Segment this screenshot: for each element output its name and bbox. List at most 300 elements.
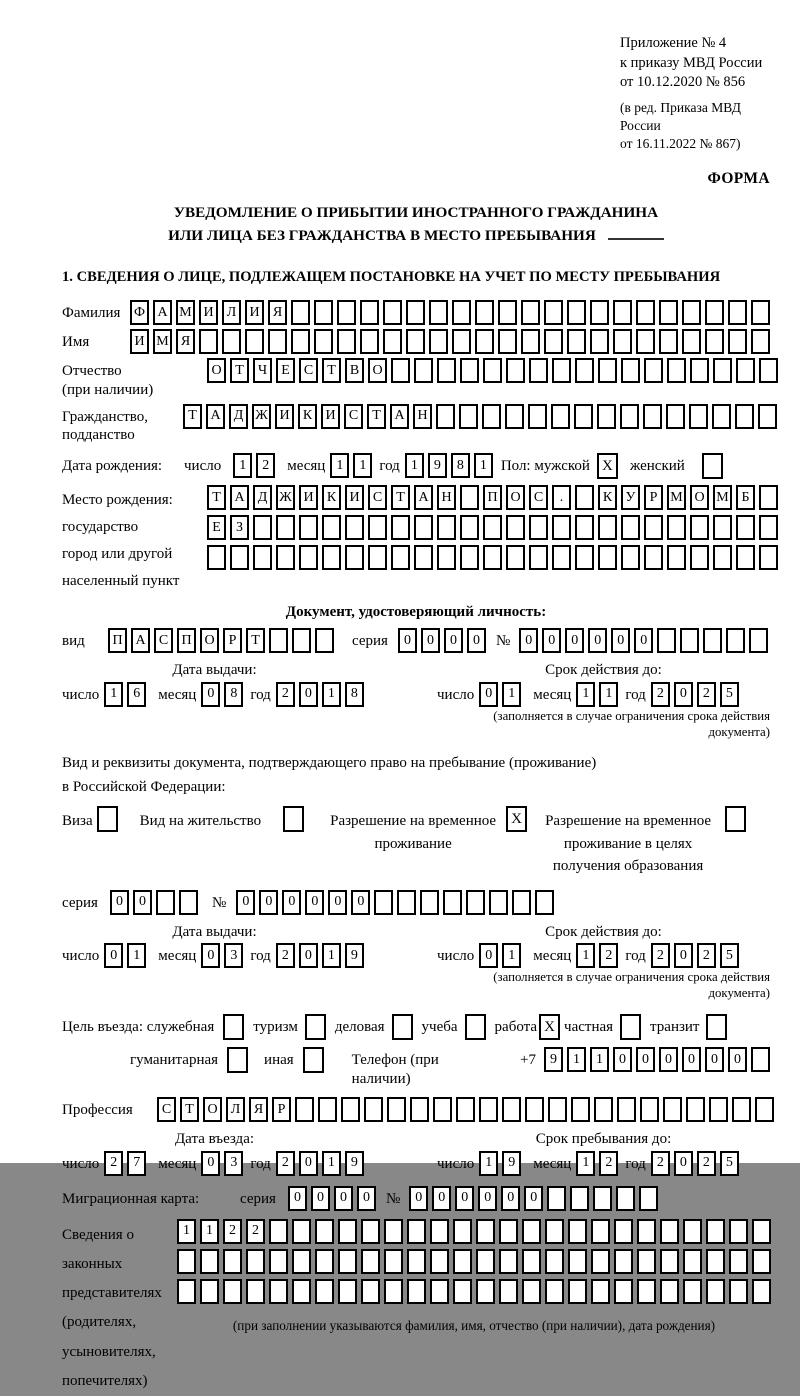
char-box[interactable]: И xyxy=(321,404,340,429)
char-box[interactable]: Т xyxy=(180,1097,199,1122)
char-box[interactable]: 5 xyxy=(720,943,739,968)
char-box[interactable]: 0 xyxy=(455,1186,474,1211)
char-box[interactable] xyxy=(253,545,272,570)
char-box[interactable] xyxy=(591,1249,610,1274)
char-box[interactable]: Ж xyxy=(276,485,295,510)
purpose-tourism-checkbox[interactable] xyxy=(305,1014,326,1040)
char-box[interactable] xyxy=(614,1279,633,1304)
char-box[interactable] xyxy=(567,329,586,354)
char-box[interactable] xyxy=(414,515,433,540)
char-box[interactable] xyxy=(712,404,731,429)
char-box[interactable] xyxy=(759,485,778,510)
char-box[interactable]: 0 xyxy=(479,682,498,707)
char-box[interactable] xyxy=(345,515,364,540)
char-box[interactable] xyxy=(479,1097,498,1122)
char-box[interactable] xyxy=(268,329,287,354)
char-box[interactable] xyxy=(489,890,508,915)
char-box[interactable]: Р xyxy=(272,1097,291,1122)
char-box[interactable]: М xyxy=(667,485,686,510)
char-box[interactable] xyxy=(223,1249,242,1274)
char-box[interactable] xyxy=(575,485,594,510)
char-box[interactable] xyxy=(568,1279,587,1304)
char-box[interactable]: К xyxy=(598,485,617,510)
char-box[interactable]: У xyxy=(621,485,640,510)
char-box[interactable] xyxy=(430,1249,449,1274)
char-box[interactable] xyxy=(269,1249,288,1274)
char-box[interactable] xyxy=(706,1249,725,1274)
char-box[interactable] xyxy=(529,358,548,383)
char-box[interactable] xyxy=(659,329,678,354)
char-box[interactable] xyxy=(706,1279,725,1304)
char-box[interactable] xyxy=(590,300,609,325)
char-box[interactable]: 0 xyxy=(674,682,693,707)
char-box[interactable] xyxy=(368,545,387,570)
char-box[interactable]: 5 xyxy=(720,682,739,707)
char-box[interactable] xyxy=(621,515,640,540)
char-box[interactable] xyxy=(660,1249,679,1274)
char-box[interactable]: 1 xyxy=(127,943,146,968)
char-box[interactable]: К xyxy=(298,404,317,429)
char-box[interactable] xyxy=(751,1047,770,1072)
purpose-work-checkbox[interactable]: X xyxy=(539,1014,560,1040)
char-box[interactable]: 1 xyxy=(177,1219,196,1244)
char-box[interactable] xyxy=(292,1279,311,1304)
char-box[interactable] xyxy=(752,1219,771,1244)
char-box[interactable] xyxy=(616,1186,635,1211)
char-box[interactable] xyxy=(391,515,410,540)
char-box[interactable] xyxy=(636,329,655,354)
char-box[interactable]: Т xyxy=(367,404,386,429)
char-box[interactable] xyxy=(460,545,479,570)
char-box[interactable]: 0 xyxy=(705,1047,724,1072)
char-box[interactable] xyxy=(575,545,594,570)
char-box[interactable] xyxy=(637,1219,656,1244)
char-box[interactable] xyxy=(436,404,455,429)
char-box[interactable] xyxy=(429,329,448,354)
char-box[interactable] xyxy=(245,329,264,354)
char-box[interactable]: 1 xyxy=(576,682,595,707)
char-box[interactable] xyxy=(729,1249,748,1274)
char-box[interactable] xyxy=(291,329,310,354)
char-box[interactable] xyxy=(551,404,570,429)
char-box[interactable]: С xyxy=(157,1097,176,1122)
char-box[interactable] xyxy=(525,1097,544,1122)
char-box[interactable] xyxy=(292,628,311,653)
char-box[interactable] xyxy=(222,329,241,354)
char-box[interactable]: И xyxy=(345,485,364,510)
char-box[interactable]: 0 xyxy=(357,1186,376,1211)
char-box[interactable]: 0 xyxy=(519,628,538,653)
purpose-other-checkbox[interactable] xyxy=(303,1047,324,1073)
char-box[interactable]: 1 xyxy=(405,453,424,478)
char-box[interactable] xyxy=(552,358,571,383)
char-box[interactable]: М xyxy=(713,485,732,510)
char-box[interactable] xyxy=(406,329,425,354)
char-box[interactable] xyxy=(683,1249,702,1274)
char-box[interactable] xyxy=(429,300,448,325)
char-box[interactable]: О xyxy=(368,358,387,383)
char-box[interactable] xyxy=(337,329,356,354)
char-box[interactable] xyxy=(253,515,272,540)
char-box[interactable] xyxy=(759,358,778,383)
char-box[interactable]: Ф xyxy=(130,300,149,325)
residence-checkbox[interactable] xyxy=(283,806,304,832)
char-box[interactable]: М xyxy=(153,329,172,354)
char-box[interactable]: Н xyxy=(437,485,456,510)
char-box[interactable] xyxy=(156,890,175,915)
char-box[interactable] xyxy=(391,358,410,383)
char-box[interactable]: С xyxy=(154,628,173,653)
char-box[interactable] xyxy=(521,329,540,354)
char-box[interactable] xyxy=(437,358,456,383)
char-box[interactable]: 0 xyxy=(565,628,584,653)
char-box[interactable]: Л xyxy=(222,300,241,325)
char-box[interactable]: 0 xyxy=(409,1186,428,1211)
char-box[interactable]: 0 xyxy=(542,628,561,653)
char-box[interactable]: 1 xyxy=(330,453,349,478)
char-box[interactable]: О xyxy=(200,628,219,653)
char-box[interactable] xyxy=(337,300,356,325)
char-box[interactable]: 2 xyxy=(697,1151,716,1176)
char-box[interactable]: 2 xyxy=(276,1151,295,1176)
char-box[interactable] xyxy=(482,404,501,429)
char-box[interactable]: 2 xyxy=(697,943,716,968)
char-box[interactable] xyxy=(322,545,341,570)
char-box[interactable]: 1 xyxy=(567,1047,586,1072)
char-box[interactable]: 0 xyxy=(674,1151,693,1176)
char-box[interactable]: 2 xyxy=(104,1151,123,1176)
char-box[interactable] xyxy=(552,545,571,570)
char-box[interactable] xyxy=(682,300,701,325)
char-box[interactable] xyxy=(666,404,685,429)
char-box[interactable]: 1 xyxy=(233,453,252,478)
char-box[interactable] xyxy=(593,1186,612,1211)
char-box[interactable] xyxy=(223,1279,242,1304)
char-box[interactable] xyxy=(502,1097,521,1122)
char-box[interactable] xyxy=(361,1279,380,1304)
char-box[interactable]: Т xyxy=(322,358,341,383)
char-box[interactable]: С xyxy=(299,358,318,383)
char-box[interactable] xyxy=(667,545,686,570)
char-box[interactable]: 0 xyxy=(467,628,486,653)
char-box[interactable]: Ч xyxy=(253,358,272,383)
char-box[interactable]: 8 xyxy=(451,453,470,478)
char-box[interactable]: Р xyxy=(644,485,663,510)
char-box[interactable]: Н xyxy=(413,404,432,429)
char-box[interactable] xyxy=(686,1097,705,1122)
char-box[interactable] xyxy=(709,1097,728,1122)
char-box[interactable] xyxy=(315,1279,334,1304)
char-box[interactable] xyxy=(410,1097,429,1122)
char-box[interactable] xyxy=(552,515,571,540)
char-box[interactable] xyxy=(295,1097,314,1122)
char-box[interactable] xyxy=(420,890,439,915)
char-box[interactable]: А xyxy=(206,404,225,429)
char-box[interactable]: 7 xyxy=(127,1151,146,1176)
char-box[interactable] xyxy=(407,1279,426,1304)
char-box[interactable] xyxy=(594,1097,613,1122)
char-box[interactable]: 0 xyxy=(659,1047,678,1072)
char-box[interactable]: И xyxy=(245,300,264,325)
char-box[interactable] xyxy=(483,545,502,570)
char-box[interactable] xyxy=(529,545,548,570)
char-box[interactable]: 0 xyxy=(259,890,278,915)
char-box[interactable]: 1 xyxy=(502,943,521,968)
char-box[interactable] xyxy=(199,329,218,354)
char-box[interactable] xyxy=(535,890,554,915)
char-box[interactable]: О xyxy=(506,485,525,510)
purpose-official-checkbox[interactable] xyxy=(223,1014,244,1040)
char-box[interactable] xyxy=(758,404,777,429)
char-box[interactable]: К xyxy=(322,485,341,510)
char-box[interactable]: 1 xyxy=(502,682,521,707)
char-box[interactable]: 0 xyxy=(611,628,630,653)
char-box[interactable]: 0 xyxy=(133,890,152,915)
char-box[interactable]: 0 xyxy=(501,1186,520,1211)
char-box[interactable]: Д xyxy=(229,404,248,429)
char-box[interactable]: О xyxy=(690,485,709,510)
char-box[interactable] xyxy=(568,1249,587,1274)
char-box[interactable] xyxy=(322,515,341,540)
char-box[interactable]: О xyxy=(203,1097,222,1122)
char-box[interactable]: 0 xyxy=(588,628,607,653)
char-box[interactable]: 0 xyxy=(421,628,440,653)
char-box[interactable]: С xyxy=(368,485,387,510)
char-box[interactable] xyxy=(728,300,747,325)
char-box[interactable] xyxy=(476,1279,495,1304)
purpose-private-checkbox[interactable] xyxy=(620,1014,641,1040)
char-box[interactable]: 0 xyxy=(201,682,220,707)
char-box[interactable] xyxy=(483,358,502,383)
char-box[interactable]: И xyxy=(299,485,318,510)
char-box[interactable] xyxy=(613,329,632,354)
char-box[interactable] xyxy=(591,1219,610,1244)
char-box[interactable] xyxy=(752,1249,771,1274)
char-box[interactable] xyxy=(759,515,778,540)
char-box[interactable] xyxy=(621,358,640,383)
char-box[interactable]: И xyxy=(130,329,149,354)
char-box[interactable]: 0 xyxy=(682,1047,701,1072)
char-box[interactable] xyxy=(437,515,456,540)
char-box[interactable] xyxy=(690,545,709,570)
char-box[interactable] xyxy=(705,329,724,354)
char-box[interactable]: Е xyxy=(207,515,226,540)
char-box[interactable]: 1 xyxy=(322,682,341,707)
char-box[interactable]: Л xyxy=(226,1097,245,1122)
char-box[interactable]: 9 xyxy=(502,1151,521,1176)
char-box[interactable]: Т xyxy=(246,628,265,653)
char-box[interactable]: З xyxy=(230,515,249,540)
char-box[interactable] xyxy=(475,300,494,325)
char-box[interactable]: И xyxy=(275,404,294,429)
purpose-business-checkbox[interactable] xyxy=(392,1014,413,1040)
char-box[interactable]: А xyxy=(414,485,433,510)
char-box[interactable] xyxy=(522,1249,541,1274)
char-box[interactable] xyxy=(613,300,632,325)
char-box[interactable] xyxy=(713,358,732,383)
char-box[interactable] xyxy=(179,890,198,915)
char-box[interactable] xyxy=(276,545,295,570)
char-box[interactable]: М xyxy=(176,300,195,325)
char-box[interactable] xyxy=(391,545,410,570)
char-box[interactable]: И xyxy=(199,300,218,325)
char-box[interactable] xyxy=(177,1279,196,1304)
char-box[interactable] xyxy=(690,515,709,540)
char-box[interactable] xyxy=(407,1249,426,1274)
char-box[interactable]: П xyxy=(108,628,127,653)
char-box[interactable] xyxy=(383,300,402,325)
char-box[interactable] xyxy=(466,890,485,915)
char-box[interactable] xyxy=(713,545,732,570)
char-box[interactable] xyxy=(476,1249,495,1274)
char-box[interactable] xyxy=(683,1219,702,1244)
char-box[interactable] xyxy=(759,545,778,570)
char-box[interactable] xyxy=(598,545,617,570)
gender-female-checkbox[interactable] xyxy=(702,453,723,479)
char-box[interactable]: 9 xyxy=(428,453,447,478)
char-box[interactable] xyxy=(660,1219,679,1244)
char-box[interactable] xyxy=(246,1279,265,1304)
char-box[interactable] xyxy=(361,1249,380,1274)
char-box[interactable]: П xyxy=(483,485,502,510)
char-box[interactable] xyxy=(338,1279,357,1304)
char-box[interactable]: 0 xyxy=(334,1186,353,1211)
char-box[interactable] xyxy=(545,1249,564,1274)
purpose-humanitarian-checkbox[interactable] xyxy=(227,1047,248,1073)
char-box[interactable] xyxy=(292,1219,311,1244)
char-box[interactable] xyxy=(571,1097,590,1122)
char-box[interactable]: 2 xyxy=(246,1219,265,1244)
char-box[interactable] xyxy=(498,329,517,354)
char-box[interactable] xyxy=(643,404,662,429)
gender-male-checkbox[interactable]: X xyxy=(597,453,618,479)
char-box[interactable] xyxy=(726,628,745,653)
char-box[interactable] xyxy=(689,404,708,429)
char-box[interactable]: 9 xyxy=(345,1151,364,1176)
char-box[interactable] xyxy=(663,1097,682,1122)
char-box[interactable] xyxy=(269,1279,288,1304)
char-box[interactable] xyxy=(498,300,517,325)
char-box[interactable]: 9 xyxy=(345,943,364,968)
char-box[interactable]: Я xyxy=(249,1097,268,1122)
visa-checkbox[interactable] xyxy=(97,806,118,832)
char-box[interactable]: 0 xyxy=(311,1186,330,1211)
char-box[interactable] xyxy=(529,515,548,540)
char-box[interactable] xyxy=(374,890,393,915)
char-box[interactable]: А xyxy=(390,404,409,429)
char-box[interactable] xyxy=(314,329,333,354)
char-box[interactable] xyxy=(499,1219,518,1244)
char-box[interactable]: Е xyxy=(276,358,295,383)
char-box[interactable] xyxy=(453,1219,472,1244)
char-box[interactable]: 0 xyxy=(398,628,417,653)
char-box[interactable]: 0 xyxy=(634,628,653,653)
char-box[interactable]: 2 xyxy=(697,682,716,707)
char-box[interactable] xyxy=(545,1279,564,1304)
char-box[interactable] xyxy=(640,1097,659,1122)
char-box[interactable] xyxy=(617,1097,636,1122)
char-box[interactable] xyxy=(659,300,678,325)
char-box[interactable] xyxy=(637,1279,656,1304)
char-box[interactable] xyxy=(729,1219,748,1244)
char-box[interactable] xyxy=(575,358,594,383)
char-box[interactable]: 2 xyxy=(651,1151,670,1176)
char-box[interactable] xyxy=(368,515,387,540)
char-box[interactable]: 1 xyxy=(590,1047,609,1072)
char-box[interactable]: 1 xyxy=(104,682,123,707)
char-box[interactable] xyxy=(667,358,686,383)
char-box[interactable] xyxy=(729,1279,748,1304)
char-box[interactable] xyxy=(430,1219,449,1244)
char-box[interactable] xyxy=(736,545,755,570)
char-box[interactable]: А xyxy=(230,485,249,510)
char-box[interactable]: 2 xyxy=(651,943,670,968)
char-box[interactable] xyxy=(364,1097,383,1122)
char-box[interactable] xyxy=(476,1219,495,1244)
char-box[interactable]: 0 xyxy=(328,890,347,915)
char-box[interactable] xyxy=(318,1097,337,1122)
char-box[interactable] xyxy=(483,515,502,540)
char-box[interactable]: 1 xyxy=(479,1151,498,1176)
char-box[interactable]: 0 xyxy=(728,1047,747,1072)
char-box[interactable] xyxy=(499,1249,518,1274)
char-box[interactable] xyxy=(384,1219,403,1244)
char-box[interactable] xyxy=(567,300,586,325)
char-box[interactable] xyxy=(177,1249,196,1274)
char-box[interactable] xyxy=(475,329,494,354)
char-box[interactable] xyxy=(430,1279,449,1304)
char-box[interactable]: 0 xyxy=(478,1186,497,1211)
char-box[interactable] xyxy=(545,1219,564,1244)
char-box[interactable] xyxy=(751,300,770,325)
char-box[interactable]: 6 xyxy=(127,682,146,707)
char-box[interactable]: 1 xyxy=(322,1151,341,1176)
char-box[interactable] xyxy=(703,628,722,653)
char-box[interactable] xyxy=(512,890,531,915)
char-box[interactable]: 0 xyxy=(524,1186,543,1211)
char-box[interactable] xyxy=(314,300,333,325)
char-box[interactable] xyxy=(459,404,478,429)
char-box[interactable]: Т xyxy=(230,358,249,383)
char-box[interactable] xyxy=(406,300,425,325)
char-box[interactable]: 1 xyxy=(576,943,595,968)
char-box[interactable] xyxy=(230,545,249,570)
char-box[interactable] xyxy=(338,1219,357,1244)
char-box[interactable] xyxy=(639,1186,658,1211)
char-box[interactable] xyxy=(682,329,701,354)
char-box[interactable] xyxy=(736,515,755,540)
char-box[interactable] xyxy=(713,515,732,540)
char-box[interactable]: 1 xyxy=(474,453,493,478)
char-box[interactable] xyxy=(269,1219,288,1244)
char-box[interactable]: 1 xyxy=(599,682,618,707)
char-box[interactable] xyxy=(621,545,640,570)
edu-residence-checkbox[interactable] xyxy=(725,806,746,832)
char-box[interactable] xyxy=(522,1219,541,1244)
char-box[interactable] xyxy=(452,300,471,325)
char-box[interactable] xyxy=(443,890,462,915)
char-box[interactable]: П xyxy=(177,628,196,653)
char-box[interactable] xyxy=(200,1279,219,1304)
char-box[interactable] xyxy=(590,329,609,354)
char-box[interactable] xyxy=(667,515,686,540)
char-box[interactable]: С xyxy=(344,404,363,429)
char-box[interactable] xyxy=(683,1279,702,1304)
char-box[interactable]: Ж xyxy=(252,404,271,429)
char-box[interactable] xyxy=(522,1279,541,1304)
char-box[interactable] xyxy=(246,1249,265,1274)
char-box[interactable] xyxy=(575,515,594,540)
